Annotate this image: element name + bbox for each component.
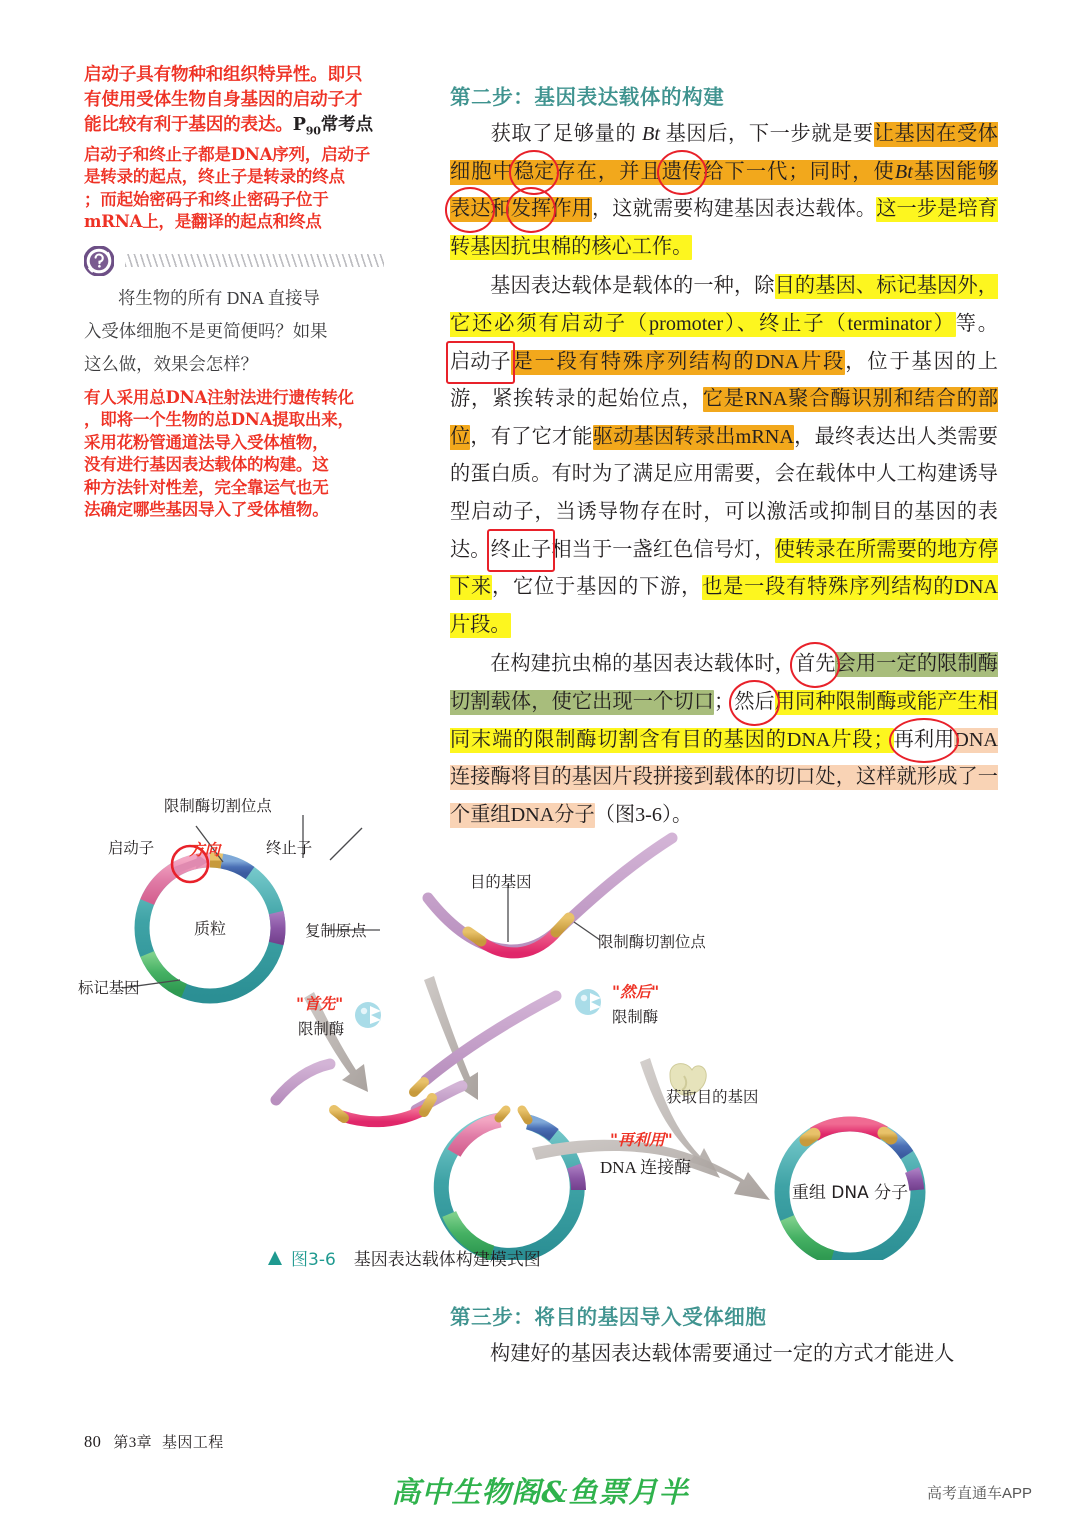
label-promoter: 启动子 [108,839,155,857]
step3-heading: 第三步：将目的基因导入受体细胞 [450,1305,767,1329]
p1-bt-italic: Bt [641,123,660,145]
label-enzyme-2: 限制酶 [612,1008,659,1026]
annot-then: "然后" [612,982,660,1001]
circled-word-shouxian: 首先 [795,646,835,684]
p2-text-e: ，最终表达出人类需要的蛋白质。有时为了满足应用需要，会在载体中人工构建诱导型启动子，当诱导物存在时，可以激活或抑制目的基因的表达。 [450,425,998,561]
note-kaiti-1: 启动子和终止子都是DNA序列，启动子 [84,144,371,164]
label-replication-origin: 复制原点 [305,922,367,940]
watermark-text: 高中生物阁&鱼票月半 [391,1475,689,1509]
note-kaiti-3: ；而起始密码子和终止密码子位于 [84,189,329,209]
plasmid-cut [441,1110,578,1255]
step3-paragraph-1 [450,1336,998,1374]
label-dna-ligase: DNA 连接酶 [600,1158,692,1177]
p3-text-b: ； [714,690,735,713]
restriction-enzyme-icon-1 [355,1002,381,1028]
p3-text-a: 在构建抗虫棉的基因表达载体时， [490,653,795,676]
boxed-word-zhongzhizi: 终止子 [491,532,552,570]
app-watermark: 高考直通车APP [926,1485,1032,1502]
note-line-3: 能比较有利于基因的表达。 [84,114,293,135]
margin-question-text [84,282,384,381]
step3-block [450,1300,998,1376]
highlight-green-1: 会用一定的限制酶切割载体，使它出现一个切口 [450,653,998,713]
plasmid-center-label: 质粒 [193,919,227,938]
step2-paragraph-1 [450,116,998,266]
page-folio [84,1431,224,1452]
highlight-yellow-2: 目的基因、标记基因外，它还必须有启动子（promoter）、终止子（terminator） [450,275,998,335]
question-block-header [84,244,384,278]
step2-heading: 第二步：基因表达载体的构建 [450,85,725,109]
label-direction-red: 方向 [189,840,221,859]
annot-first: "首先" [296,994,344,1013]
label-restriction-site-2: 限制酶切割位点 [598,933,706,951]
p1-text-c: ，这就需要构建基因表达载体。 [591,198,877,221]
p1-h1c: 给下一代；同时，使 [702,160,895,183]
page-number: 80 [84,1432,102,1451]
plasmid-original [142,846,278,996]
chapter-title: 基因工程 [162,1435,224,1451]
p2-text-c: ，位于基因的上游，紧挨转录的起始位点， [450,350,998,411]
boxed-word-qidongzi: 启动子 [450,344,511,382]
highlight-yellow-4: 也是一段有特殊序列结构的DNA片段。 [450,576,998,636]
highlight-orange-4: 驱动基因转录出mRNA [592,425,794,448]
decorative-hatch-rule [125,254,384,267]
p1-h1b: 存在，并且 [554,160,662,183]
answer-line-5: 种方法针对性差，完全靠运气也无 [84,477,329,497]
p2-text-d: ，有了它才能 [470,425,593,448]
question-mark-icon [84,246,114,276]
answer-line-4: 没有进行基因表达载体的构建。这 [84,455,329,475]
circled-word-biaoda: 表达 [450,191,490,229]
label-enzyme-1: 限制酶 [298,1020,345,1038]
p2-text-b: 等。 [955,312,998,335]
step3-p1-text: 构建好的基因表达载体需要通过一定的方式才能进人 [490,1343,955,1365]
handwritten-note-top [84,62,384,234]
label-marker-gene: 标记基因 [78,979,140,997]
figure-triangle-icon [268,1251,282,1265]
label-restriction-site-1: 限制酶切割位点 [164,797,272,815]
annot-reuse: "再利用" [610,1130,673,1149]
p3-text-c: （图3-6）。 [594,803,693,826]
figure-caption-text: 基因表达载体构建模式图 [353,1250,541,1270]
left-margin-column [84,62,384,522]
circled-word-ranhou: 然后 [734,684,774,722]
label-got-target-gene: 获取目的基因 [666,1088,759,1106]
question-line-2: 入受体细胞不是更简便吗？如果 [84,320,328,341]
note-pg-ref: $P_{90}$常考点 [292,114,373,138]
circled-word-wending: 稳定 [514,154,554,192]
p1-text-a: 获取了足够量的 [490,123,642,145]
restriction-enzyme-icon-2 [575,989,601,1015]
p1-h1d: 基因能够 [912,160,998,183]
circled-word-yichuan: 遗传 [662,154,702,192]
figure-3-6 [80,780,1000,1260]
p1-text-b: 基因后，下一步就是要 [659,123,874,145]
circled-word-fahui: 发挥 [511,191,551,229]
highlight-yellow-3: 使转录在所需要的地方停下来 [450,538,998,599]
highlight-yellow-5: 用同种限制酶或能产生相同末端的限制酶切割含有目的基因的DNA片段； [450,690,998,751]
highlight-yellow-1: 这一步是培育转基因抗虫棉的核心工作。 [450,198,998,258]
p1-h1f: 作用 [551,198,592,221]
circled-word-zailiyong: 再利用 [894,722,955,760]
highlight-orange-2: 是一段有特殊序列结构的DNA片段 [510,350,846,373]
p2-text-f: 相当于一盏红色信号灯， [551,538,775,561]
step2-paragraph-2 [450,268,998,644]
handwritten-answer-note [84,387,384,522]
chapter-number: 第3章 [113,1435,153,1451]
figure-caption [268,1245,541,1270]
main-body-column [450,80,998,836]
p2-text-a: 基因表达载体是载体的一种，除 [490,275,775,298]
answer-line-2: ，即将一个生物的总DNA提取出来， [84,410,354,430]
label-target-gene: 目的基因 [470,873,532,891]
plasmid-recombinant [782,1124,918,1260]
question-line-1: 将生物的所有 DNA 直接导 [118,287,320,308]
note-line-2: 有使用受体生物自身基因的启动子才 [84,89,363,110]
answer-line-3: 采用花粉管通道法导入受体植物， [84,432,329,452]
recombinant-center-label: 重组 DNA 分子 [791,1183,909,1203]
question-line-3: 这么做，效果会怎样？ [84,353,258,374]
p1-h1e: 和 [490,198,511,221]
answer-line-1: 有人采用总DNA注射法进行遗传转化 [84,387,354,407]
highlight-orange-3: 它是RNA聚合酶识别和结合的部位 [450,388,998,448]
p2-text-g: ，它位于基因的下游， [492,576,703,599]
label-terminator: 终止子 [266,839,313,857]
figure-number: 图3-6 [291,1250,336,1270]
note-kaiti-4: mRNA上，是翻译的起点和终点 [84,212,322,232]
plasmid-leader-lines [122,815,380,988]
p1-h1a: 让基因在受体细胞中 [450,123,998,183]
note-line-1: 启动子具有物种和组织特异性。即只 [84,64,363,85]
answer-line-6: 法确定哪些基因导入了受体植物。 [84,500,329,520]
note-kaiti-2: 是转录的起点，终止子是转录的终点 [84,167,345,187]
p1-bt2-italic: Bt [894,160,913,183]
highlight-peach-1: DNA连接酶将目的基因片段拼接到载体的切口处，这样就形成了一个重组DNA分子 [450,728,998,826]
